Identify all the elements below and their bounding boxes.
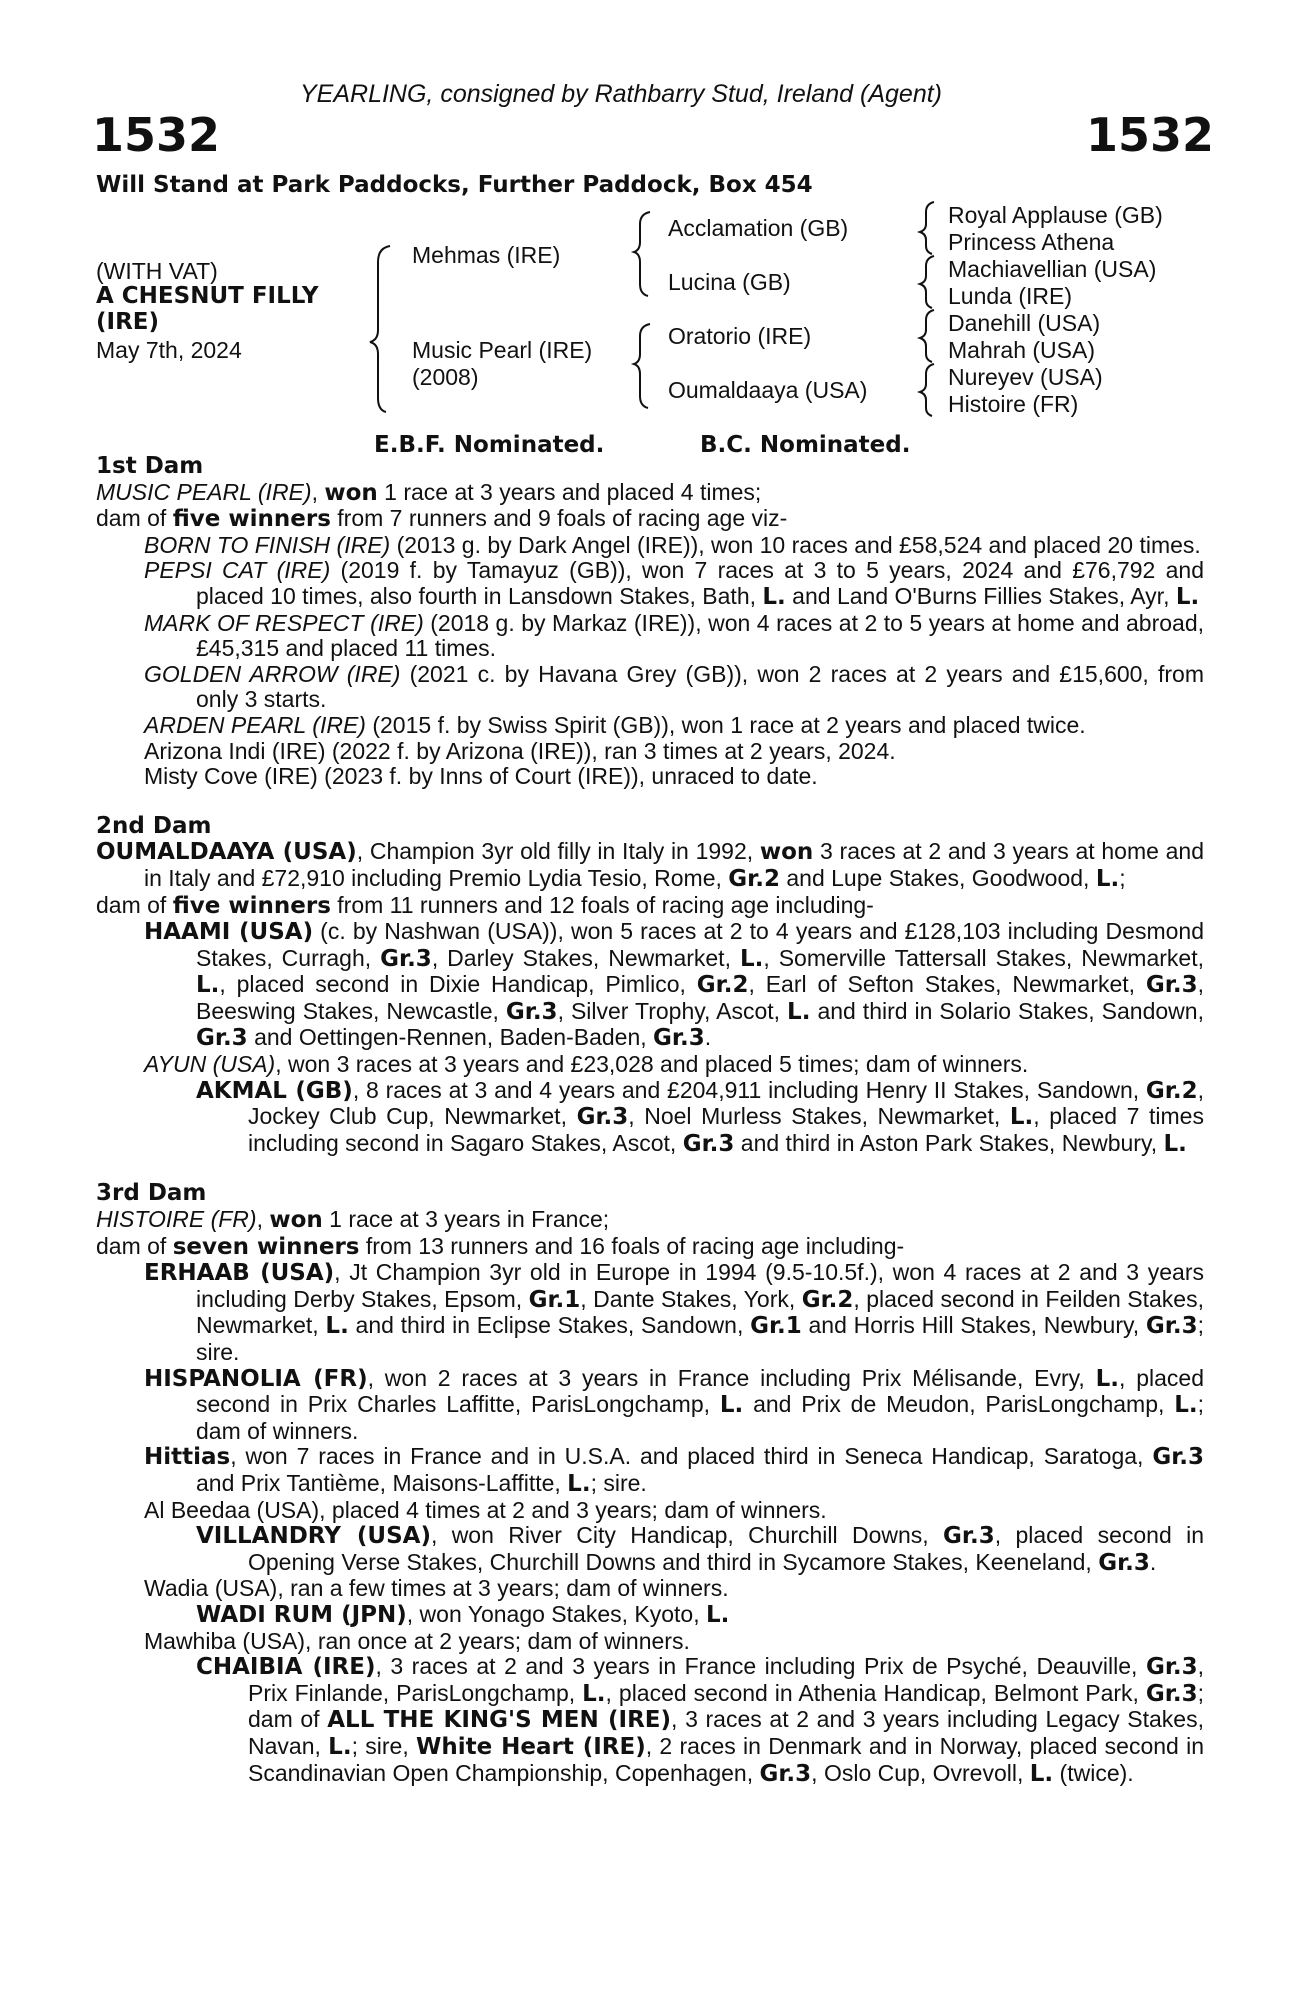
- produce-entry-ayun: [96, 1052, 1204, 1078]
- foaling-date: May 7th, 2024: [96, 337, 242, 363]
- text-run: , 3 races at 2 and 3 years in France including Prix de Psyché, Deauville,: [375, 1653, 1146, 1680]
- pedigree-braces: [0, 0, 1315, 460]
- bold-text-run: Gr.3: [1152, 1444, 1204, 1471]
- bold-text-run: L.: [1174, 1392, 1198, 1419]
- text-run: , won Yonago Stakes, Kyoto,: [406, 1600, 706, 1627]
- brace-sire-dam: [370, 246, 390, 412]
- bold-text-run: Gr.3: [380, 945, 432, 972]
- text-run: , Jockey Club Cup, Newmarket,: [248, 1076, 1204, 1130]
- produce-entry-al-beedaa: [96, 1498, 1204, 1524]
- bold-text-run: VILLANDRY (USA): [196, 1523, 431, 1550]
- text-run: , won River City Handicap, Churchill Downs,: [430, 1522, 944, 1549]
- bold-text-run: L.: [1095, 865, 1120, 892]
- text-run: , Beeswing Stakes, Newcastle,: [196, 971, 1204, 1024]
- bold-text-run: L.: [762, 583, 786, 610]
- text-run: , won 7 races in France and in U.S.A. and placed third in Seneca Handicap, Saratoga,: [230, 1443, 1153, 1470]
- produce-entry-wadia: [96, 1576, 1204, 1602]
- text-run: and Prix Tantième, Maisons-Laffitte,: [196, 1469, 568, 1496]
- ebf-nominated: E.B.F. Nominated.: [374, 432, 605, 458]
- italic-text-run: MARK OF RESPECT (IRE): [144, 609, 424, 636]
- lot-number-right: 1532: [1086, 108, 1215, 162]
- produce-entry-wadi-rum: [96, 1602, 1204, 1629]
- bold-text-run: Gr.2: [696, 972, 749, 999]
- bold-text-run: seven winners: [172, 1233, 360, 1260]
- text-run: and Horris Hill Stakes, Newbury,: [801, 1312, 1146, 1339]
- text-run: ,: [256, 1206, 270, 1233]
- text-run: (2021 c. by Havana Grey (GB)), won 2 races at 2 years and £15,600, from only 3 starts.: [196, 660, 1204, 713]
- text-run: and third in Solario Stakes, Sandown,: [810, 997, 1204, 1024]
- bold-text-run: Gr.3: [682, 1130, 735, 1157]
- bold-text-run: Gr.2: [728, 865, 780, 892]
- bold-text-run: Gr.3: [505, 998, 558, 1025]
- text-run: (2018 g. by Markaz (IRE)), won 4 races at 2 to 5 years at home and abroad, £45,315 and placed 11 times.: [196, 609, 1205, 662]
- produce-entry-chaibia: [96, 1654, 1204, 1787]
- text-run: , 2 races in Denmark and in Norway, placed second in Scandinavian Open Championship, Copenhagen,: [248, 1732, 1205, 1786]
- text-run: from 13 runners and 16 foals of racing age including-: [359, 1232, 905, 1259]
- bold-text-run: L.: [328, 1733, 352, 1760]
- bold-text-run: Gr.1: [528, 1286, 581, 1313]
- produce-entry: [96, 662, 1204, 713]
- bold-text-run: Gr.3: [653, 1025, 705, 1052]
- produce-entry: [96, 764, 1204, 790]
- third-dam-produce-summary: [96, 1234, 1204, 1261]
- bold-text-run: Gr.3: [196, 1025, 248, 1052]
- produce-entry-hittias: [96, 1444, 1204, 1497]
- bold-text-run: Gr.2: [801, 1286, 854, 1313]
- text-run: and Oettingen-Rennen, Baden-Baden,: [247, 1024, 654, 1051]
- first-dam-produce-summary: [96, 506, 1204, 533]
- bold-text-run: AKMAL (GB): [196, 1077, 353, 1104]
- second-dam-record: [96, 839, 1204, 892]
- text-run: from 7 runners and 9 foals of racing age viz-: [330, 505, 788, 532]
- text-run: , placed second in Feilden Stakes, Newmarket,: [196, 1285, 1204, 1339]
- text-run: ; sire.: [196, 1312, 1204, 1365]
- bold-text-run: OUMALDAAYA (USA): [96, 839, 357, 866]
- bold-text-run: ALL THE KING'S MEN (IRE): [327, 1707, 672, 1734]
- text-run: , won 2 races at 3 years in France including Prix Mélisande, Evry,: [367, 1364, 1096, 1391]
- bold-text-run: won: [269, 1207, 323, 1234]
- bold-text-run: Gr.3: [943, 1523, 995, 1550]
- text-run: , Jt Champion 3yr old in Europe in 1994 (9.5-10.5f.), won 4 races at 2 and 3 years including Derby Stakes, Epsom,: [196, 1259, 1205, 1312]
- bold-text-run: L.: [787, 998, 811, 1025]
- brace-sire-line: [634, 212, 650, 296]
- pedigree-g3-4: Lunda (IRE): [948, 283, 1073, 309]
- bold-text-run: L.: [1163, 1130, 1187, 1157]
- text-run: , placed second in Athenia Handicap, Belmont Park,: [605, 1679, 1146, 1706]
- italic-text-run: GOLDEN ARROW (IRE): [144, 660, 401, 687]
- produce-entry-haami: [96, 919, 1204, 1052]
- text-run: , placed second in Opening Verse Stakes, Churchill Downs and third in Sycamore Stakes, Keeneland,: [248, 1522, 1204, 1575]
- bold-text-run: White Heart (IRE): [416, 1733, 646, 1760]
- text-run: from 11 runners and 12 foals of racing age including-: [330, 891, 874, 918]
- third-dam-heading: 3rd Dam: [96, 1180, 207, 1207]
- text-run: (twice).: [1053, 1759, 1134, 1786]
- produce-entry: [96, 713, 1204, 739]
- text-run: Mawhiba (USA), ran once at 2 years; dam of winners.: [144, 1627, 690, 1654]
- italic-text-run: BORN TO FINISH (IRE): [144, 531, 391, 558]
- pedigree-dam-sire: Oratorio (IRE): [668, 323, 812, 349]
- bold-text-run: HAAMI (USA): [144, 919, 314, 946]
- bold-text-run: L.: [1029, 1760, 1054, 1787]
- text-run: and Lupe Stakes, Goodwood,: [779, 864, 1096, 891]
- bold-text-run: Gr.3: [759, 1760, 812, 1787]
- produce-entry-hispanolia: [96, 1366, 1204, 1445]
- bold-text-run: L.: [582, 1680, 606, 1707]
- first-dam-record: [96, 480, 1204, 507]
- text-run: , placed 7 times including second in Sagaro Stakes, Ascot,: [248, 1103, 1204, 1156]
- text-run: ; dam of winners.: [196, 1391, 1205, 1444]
- brace-g3: [920, 310, 934, 362]
- text-run: (2019 f. by Tamayuz (GB)), won 7 races at 3 to 5 years, 2024 and £76,792 and placed 10 times, also fourth in Lansdown Stakes, Bath,: [196, 557, 1204, 609]
- text-run: and third in Eclipse Stakes, Sandown,: [348, 1312, 751, 1339]
- text-run: , Oslo Cup, Ovrevoll,: [811, 1759, 1030, 1786]
- bold-text-run: L.: [1095, 1365, 1120, 1392]
- bc-nominated: B.C. Nominated.: [700, 432, 911, 458]
- bold-text-run: won: [759, 839, 814, 866]
- text-run: , Noel Murless Stakes, Newmarket,: [628, 1103, 1010, 1130]
- bold-text-run: L.: [1009, 1104, 1034, 1131]
- text-run: , placed second in Dixie Handicap, Pimlico,: [219, 971, 697, 998]
- text-run: and third in Aston Park Stakes, Newbury,: [734, 1129, 1164, 1156]
- bold-text-run: L.: [196, 972, 220, 999]
- horse-origin: (IRE): [96, 309, 160, 335]
- text-run: (2013 g. by Dark Angel (IRE)), won 10 races and £58,524 and placed 20 times.: [390, 531, 1201, 558]
- text-run: ; sire,: [351, 1732, 416, 1759]
- text-run: ;: [1119, 864, 1126, 891]
- pedigree-g3-6: Mahrah (USA): [948, 337, 1095, 363]
- italic-text-run: MUSIC PEARL (IRE): [96, 478, 312, 505]
- pedigree-dam: Music Pearl (IRE): [412, 337, 593, 363]
- horse-name: A CHESNUT FILLY: [96, 283, 319, 309]
- text-run: ,: [311, 478, 325, 505]
- bold-text-run: CHAIBIA (IRE): [196, 1654, 376, 1681]
- brace-g4: [920, 364, 934, 416]
- pedigree-sire: Mehmas (IRE): [412, 242, 561, 268]
- text-run: .: [704, 1024, 712, 1051]
- bold-text-run: L.: [719, 1392, 744, 1419]
- first-dam-heading: 1st Dam: [96, 453, 204, 479]
- bold-text-run: L.: [739, 945, 764, 972]
- text-run: , 3 races at 2 and 3 years including Legacy Stakes, Navan,: [248, 1706, 1204, 1759]
- bold-text-run: Gr.3: [1145, 972, 1198, 999]
- produce-entry-mawhiba: [96, 1629, 1204, 1655]
- pedigree-g3-7: Nureyev (USA): [948, 364, 1103, 390]
- bold-text-run: Gr.3: [1098, 1549, 1150, 1576]
- second-dam-heading: 2nd Dam: [96, 812, 212, 839]
- produce-entry-akmal: [96, 1078, 1204, 1158]
- bold-text-run: HISPANOLIA (FR): [144, 1365, 368, 1392]
- stand-location: Will Stand at Park Paddocks, Further Paddock, Box 454: [96, 172, 813, 198]
- bold-text-run: WADI RUM (JPN): [196, 1601, 407, 1628]
- pedigree-g3-2: Princess Athena: [948, 229, 1115, 255]
- lot-number-left: 1532: [92, 108, 221, 162]
- bold-text-run: Gr.1: [750, 1313, 802, 1340]
- italic-text-run: HISTOIRE (FR): [96, 1206, 257, 1233]
- pedigree-g3-5: Danehill (USA): [948, 310, 1101, 336]
- text-run: 1 race at 3 years in France;: [322, 1206, 610, 1233]
- text-run: ; dam of: [248, 1679, 1204, 1733]
- pedigree-g3-1: Royal Applause (GB): [948, 202, 1163, 228]
- bold-text-run: ERHAAB (USA): [144, 1260, 335, 1287]
- text-run: dam of: [96, 505, 173, 532]
- pedigree-dam-dam: Oumaldaaya (USA): [668, 377, 868, 403]
- bold-text-run: L.: [325, 1313, 349, 1340]
- brace-dam-line: [634, 324, 650, 408]
- third-dam-record: [96, 1207, 1204, 1234]
- text-run: Al Beedaa (USA), placed 4 times at 2 and 3 years; dam of winners.: [144, 1496, 827, 1523]
- produce-entry: [96, 558, 1204, 610]
- text-run: , Darley Stakes, Newmarket,: [431, 944, 740, 971]
- second-dam-produce-summary: [96, 893, 1204, 920]
- bold-text-run: Gr.3: [1145, 1654, 1198, 1681]
- bold-text-run: Gr.3: [1145, 1313, 1198, 1340]
- text-run: , 8 races at 3 and 4 years and £204,911 including Henry II Stakes, Sandown,: [352, 1076, 1146, 1103]
- text-run: dam of: [96, 1232, 173, 1259]
- produce-entry: [96, 611, 1204, 662]
- bold-text-run: L.: [567, 1470, 591, 1497]
- text-run: ; sire.: [590, 1469, 647, 1496]
- bold-text-run: won: [324, 479, 378, 506]
- text-run: (c. by Nashwan (USA)), won 5 races at 2 to 4 years and £128,103 including Desmond Stakes, Curragh,: [196, 918, 1204, 971]
- text-run: and Prix de Meudon, ParisLongchamp,: [743, 1391, 1175, 1418]
- produce-entry: [96, 739, 1204, 765]
- bold-text-run: Gr.2: [1145, 1077, 1198, 1104]
- pedigree-g3-8: Histoire (FR): [948, 391, 1079, 417]
- text-run: Arizona Indi (IRE) (2022 f. by Arizona (IRE)), ran 3 times at 2 years, 2024.: [144, 737, 896, 764]
- dam-family-text: [96, 454, 1204, 1787]
- bold-text-run: Gr.3: [1145, 1680, 1198, 1707]
- text-run: and Land O'Burns Fillies Stakes, Ayr,: [785, 582, 1176, 609]
- pedigree-g3-3: Machiavellian (USA): [948, 256, 1157, 282]
- pedigree-dam-year: (2008): [412, 364, 479, 390]
- text-run: , Somerville Tattersall Stakes, Newmarket,: [763, 944, 1204, 971]
- consignment-line: YEARLING, consigned by Rathbarry Stud, Ireland (Agent): [300, 80, 942, 108]
- text-run: , Champion 3yr old filly in Italy in 1992,: [356, 838, 760, 865]
- italic-text-run: PEPSI CAT (IRE): [144, 557, 331, 584]
- produce-entry: [96, 533, 1204, 559]
- produce-entry-erhaab: [96, 1260, 1204, 1365]
- brace-g2: [920, 256, 934, 308]
- text-run: Misty Cove (IRE) (2023 f. by Inns of Court (IRE)), unraced to date.: [144, 763, 818, 790]
- text-run: , Prix Finlande, ParisLongchamp,: [248, 1653, 1205, 1706]
- text-run: , Earl of Sefton Stakes, Newmarket,: [748, 971, 1146, 998]
- text-run: Wadia (USA), ran a few times at 3 years; dam of winners.: [144, 1575, 729, 1602]
- text-run: (2015 f. by Swiss Spirit (GB)), won 1 race at 2 years and placed twice.: [365, 711, 1086, 738]
- bold-text-run: L.: [1175, 583, 1200, 610]
- text-run: , Dante Stakes, York,: [580, 1285, 802, 1312]
- text-run: 1 race at 3 years and placed 4 times;: [377, 478, 762, 505]
- italic-text-run: ARDEN PEARL (IRE): [144, 711, 366, 738]
- bold-text-run: L.: [705, 1601, 730, 1628]
- bold-text-run: Gr.3: [576, 1104, 629, 1131]
- pedigree-sire-dam: Lucina (GB): [668, 269, 791, 295]
- bold-text-run: Hittias: [144, 1444, 231, 1471]
- text-run: , won 3 races at 3 years and £23,028 and placed 5 times; dam of winners.: [275, 1051, 1029, 1078]
- text-run: , placed second in Prix Charles Laffitte, ParisLongchamp,: [196, 1364, 1205, 1418]
- pedigree-sire-sire: Acclamation (GB): [668, 215, 849, 241]
- vat-note: (WITH VAT): [96, 258, 218, 284]
- text-run: .: [1149, 1548, 1157, 1575]
- brace-g1: [920, 202, 934, 254]
- bold-text-run: five winners: [172, 892, 331, 919]
- bold-text-run: five winners: [172, 506, 331, 533]
- text-run: , Silver Trophy, Ascot,: [557, 997, 788, 1024]
- text-run: 3 races at 2 and 3 years at home and in Italy and £72,910 including Premio Lydia Tesio, Rome,: [144, 838, 1205, 891]
- produce-entry-villandry: [96, 1523, 1204, 1576]
- italic-text-run: AYUN (USA): [144, 1051, 276, 1078]
- text-run: dam of: [96, 891, 173, 918]
